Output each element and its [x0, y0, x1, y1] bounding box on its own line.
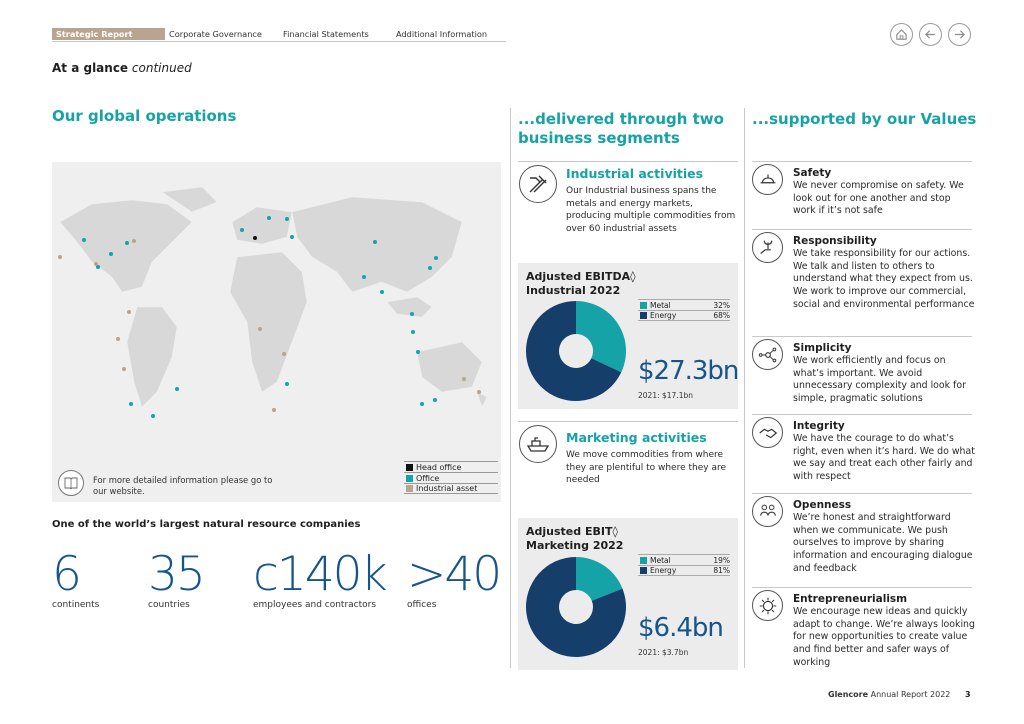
legend-value: 19%	[713, 555, 730, 565]
marketing-title: Marketing activities	[566, 430, 707, 445]
people-icon	[752, 496, 783, 527]
stat-label: employees and contractors	[253, 600, 377, 610]
donut-slice-metal	[576, 301, 626, 372]
industrial-marker	[258, 327, 262, 331]
stat-continents	[52, 547, 152, 610]
industrial-marker	[116, 337, 120, 341]
chart-legend	[638, 554, 730, 576]
office-marker	[428, 266, 432, 270]
tab-strategic-report[interactable]: Strategic Report	[52, 28, 165, 40]
back-button[interactable]	[919, 23, 942, 46]
office-marker	[175, 387, 179, 391]
section-nav	[52, 28, 506, 42]
divider	[752, 493, 972, 494]
legend-head-office	[404, 461, 498, 472]
tab-additional-information[interactable]: Additional Information	[396, 29, 488, 39]
stat-label: offices	[407, 600, 437, 610]
office-marker	[290, 235, 294, 239]
office-marker	[267, 216, 271, 220]
ship-icon	[519, 425, 557, 463]
page-number: 3	[965, 690, 971, 699]
arrow-right-icon	[953, 28, 966, 41]
value-text: We have the courage to do what’s right, even when it’s hard. We do what we say and treat each other fairly and with respect	[793, 433, 975, 483]
value-title: Simplicity	[793, 342, 852, 354]
value-title: Entrepreneurialism	[793, 593, 908, 605]
values-heading: ...supported by our Values	[752, 110, 977, 128]
page-title	[52, 61, 192, 75]
value-text: We’re honest and straightforward when we communicate. We push ourselves to improve by sharing information and encouraging dialogue and feedback	[793, 512, 973, 574]
home-button[interactable]	[890, 23, 913, 46]
legend-metal	[638, 554, 730, 565]
page-title-suffix: continued	[131, 61, 192, 75]
stat-value: 6	[52, 547, 80, 602]
divider	[518, 161, 738, 162]
legend-value: 81%	[713, 566, 730, 575]
divider	[752, 414, 972, 415]
marketing-chart-card	[518, 518, 738, 670]
stat-employees	[253, 547, 403, 610]
segments-heading: ...delivered through two business segments	[518, 110, 724, 147]
tab-financial-statements[interactable]: Financial Statements	[283, 29, 369, 39]
legend-label: Head office	[416, 462, 462, 472]
stat-label: continents	[52, 600, 100, 610]
office-marker	[411, 330, 415, 334]
ebit-total: $6.4bn	[638, 613, 723, 643]
arrow-left-icon	[924, 28, 937, 41]
continents-graphic	[52, 182, 501, 452]
office-marker	[285, 217, 289, 221]
chart-legend	[638, 299, 730, 321]
legend-metal	[638, 299, 730, 310]
office-marker	[129, 402, 133, 406]
industrial-marker	[132, 239, 136, 243]
footer	[828, 690, 950, 699]
legend-swatch	[406, 485, 413, 492]
stat-value: 35	[148, 547, 204, 602]
divider	[752, 336, 972, 337]
tab-corporate-governance[interactable]: Corporate Governance	[169, 29, 262, 39]
legend-industrial	[404, 483, 498, 494]
industrial-chart-card	[518, 263, 738, 409]
chart-title: Adjusted EBITDA◊ Industrial 2022	[526, 270, 636, 297]
industrial-text: Our Industrial business spans the metals and energy markets, producing multiple commodities from over 60 industrial assets	[566, 186, 736, 234]
industrial-marker	[94, 262, 98, 266]
footer-report: Annual Report 2022	[870, 690, 951, 699]
column-divider	[744, 108, 745, 668]
footer-brand: Glencore	[828, 690, 869, 699]
legend-energy	[638, 565, 730, 576]
office-marker	[380, 290, 384, 294]
value-text: We encourage new ideas and quickly adapt to change. We’re always looking for new opportunities to create value and find better and safer ways of working	[793, 606, 975, 668]
industrial-marker	[122, 367, 126, 371]
forward-button[interactable]	[948, 23, 971, 46]
legend-label: Metal	[650, 300, 671, 310]
marketing-text: We move commodities from where they are plentiful to where they are needed	[566, 450, 727, 486]
gear-bulb-icon	[752, 590, 783, 621]
network-icon	[752, 339, 783, 370]
industrial-title: Industrial activities	[566, 166, 704, 181]
value-text: We work efficiently and focus on what’s important. We avoid unnecessary complexity and look for simple, pragmatic solutions	[793, 355, 966, 405]
value-title: Safety	[793, 167, 832, 179]
legend-label: Metal	[650, 555, 671, 565]
legend-value: 32%	[713, 300, 730, 310]
office-marker	[82, 238, 86, 242]
office-marker	[434, 256, 438, 260]
office-marker	[373, 240, 377, 244]
prior-year: 2021: $3.7bn	[638, 648, 689, 657]
industrial-marker	[477, 390, 481, 394]
value-text: We never compromise on safety. We look out for one another and stop work if it’s not safe	[793, 180, 964, 217]
office-marker	[151, 414, 155, 418]
office-marker	[125, 241, 129, 245]
divider	[752, 161, 972, 162]
stat-label: countries	[148, 600, 190, 610]
value-text: We take responsibility for our actions. We talk and listen to others to understand what they expect from us. We work to improve our commercial, social and environmental performance	[793, 248, 975, 310]
legend-label: Energy	[650, 566, 677, 575]
legend-label: Energy	[650, 311, 677, 320]
office-marker	[420, 402, 424, 406]
office-marker	[410, 312, 414, 316]
ebitda-total: $27.3bn	[638, 356, 739, 386]
industrial-marker	[58, 255, 62, 259]
ops-heading: Our global operations	[52, 107, 237, 125]
world-map	[52, 162, 501, 502]
industrial-marker	[282, 352, 286, 356]
website-info-link[interactable]: For more detailed information please go to our website.	[93, 475, 273, 496]
office-marker	[433, 398, 437, 402]
handshake-icon	[752, 417, 783, 448]
legend-energy	[638, 310, 730, 321]
office-marker	[285, 382, 289, 386]
value-title: Integrity	[793, 420, 845, 432]
marketing-donut	[526, 557, 626, 657]
industrial-donut	[526, 301, 626, 401]
stat-offices	[407, 547, 507, 610]
industrial-marker	[127, 310, 131, 314]
stat-value: c140k	[253, 547, 386, 602]
legend-swatch	[640, 557, 647, 564]
hammer-pick-icon	[519, 165, 557, 203]
legend-swatch	[640, 302, 647, 309]
industrial-marker	[462, 377, 466, 381]
value-title: Responsibility	[793, 235, 877, 247]
hardhat-icon	[752, 164, 783, 195]
stat-value: >40	[407, 547, 501, 602]
legend-label: Industrial asset	[416, 484, 478, 493]
stats-heading: One of the world’s largest natural resource companies	[52, 519, 361, 530]
page-title-main: At a glance	[52, 61, 129, 75]
divider	[752, 587, 972, 588]
value-title: Openness	[793, 499, 852, 511]
office-marker	[109, 252, 113, 256]
divider	[752, 229, 972, 230]
legend-value: 68%	[713, 311, 730, 320]
industrial-marker	[272, 408, 276, 412]
legend-swatch	[640, 567, 647, 574]
legend-office	[404, 472, 498, 483]
home-icon	[895, 28, 908, 41]
divider	[518, 421, 738, 422]
chart-title: Adjusted EBIT◊ Marketing 2022	[526, 525, 624, 552]
hand-plant-icon	[752, 232, 783, 263]
legend-swatch	[406, 475, 413, 482]
head-office-marker	[253, 236, 257, 240]
office-marker	[240, 228, 244, 232]
stat-countries	[148, 547, 248, 610]
map-legend	[404, 461, 498, 494]
legend-swatch	[640, 312, 647, 319]
legend-swatch	[406, 464, 413, 471]
prior-year: 2021: $17.1bn	[638, 391, 693, 400]
office-marker	[416, 350, 420, 354]
column-divider	[510, 108, 511, 668]
office-marker	[362, 275, 366, 279]
book-icon	[58, 470, 84, 496]
legend-label: Office	[416, 473, 440, 483]
